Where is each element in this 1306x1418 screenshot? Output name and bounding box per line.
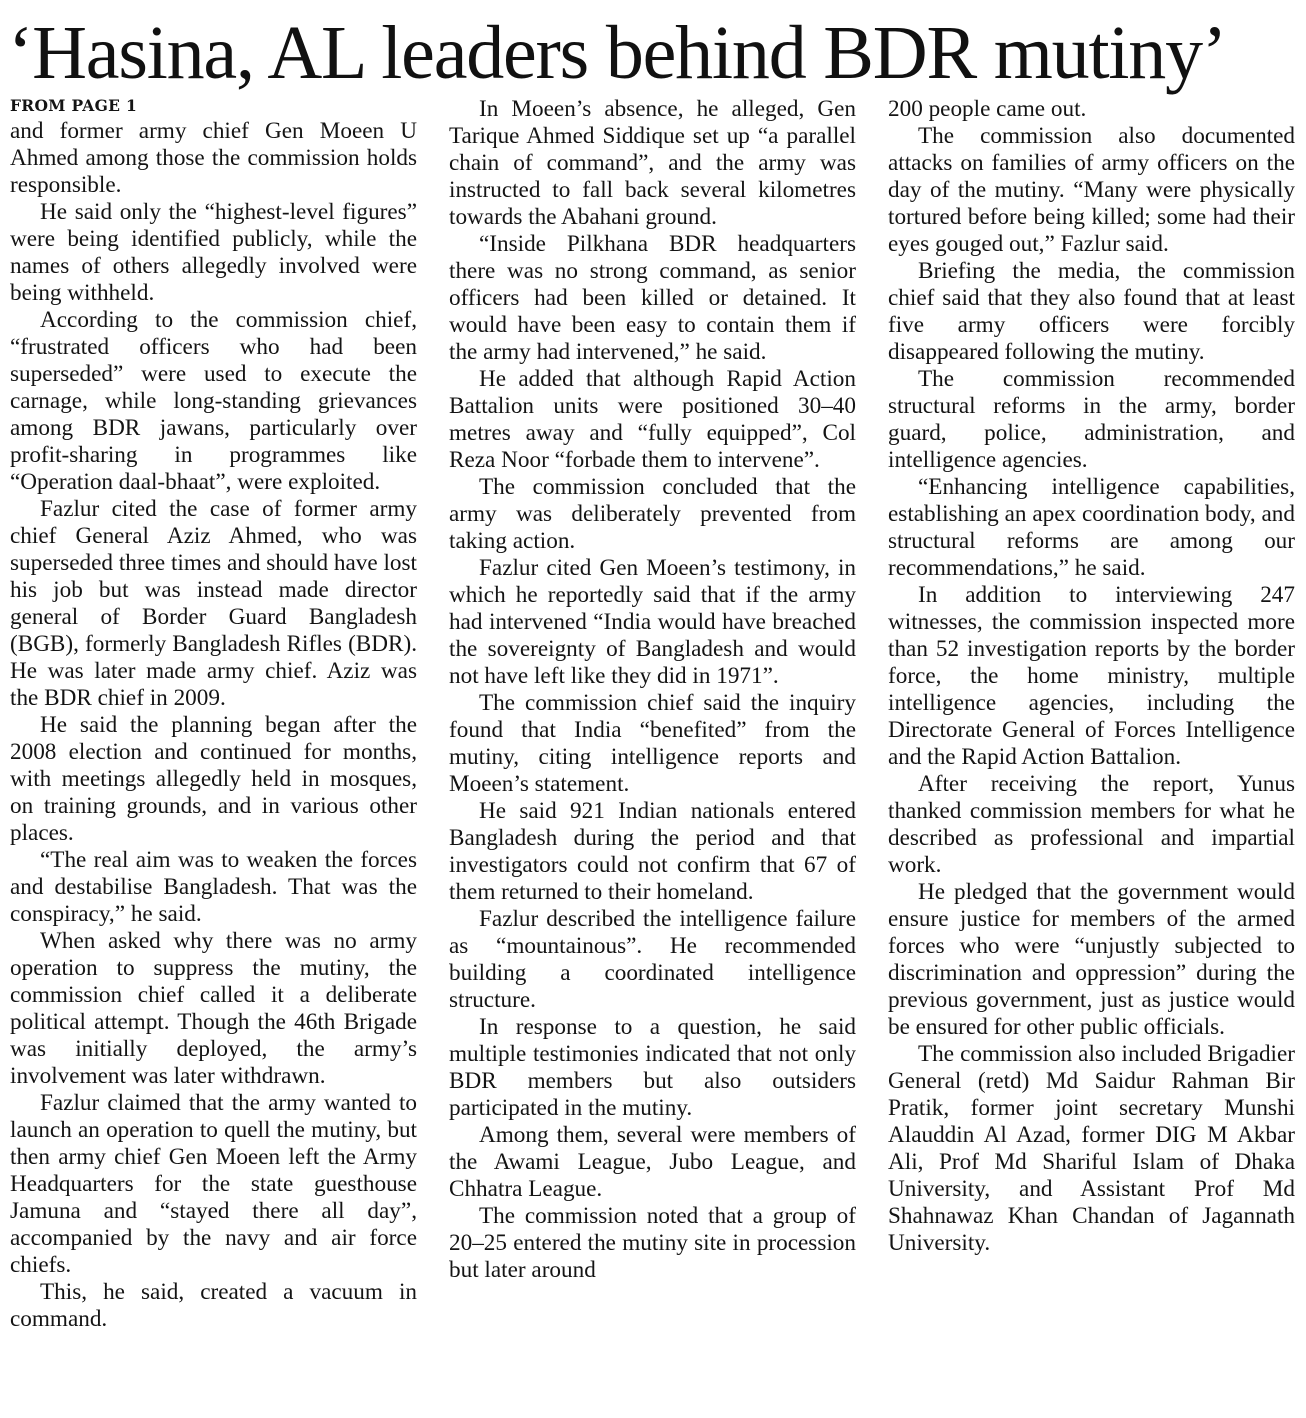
jump-label: FROM PAGE 1: [10, 96, 138, 115]
paragraph: 200 people came out.: [888, 96, 1087, 122]
paragraph: The commission chief said the inquiry found that India “benefited” from the mutiny, citing intelligence reports and Moeen’s statement.: [449, 690, 856, 797]
article-column-3: [888, 96, 1295, 1406]
article-column-1: [10, 96, 417, 1406]
paragraph: Fazlur cited Gen Moeen’s testimony, in which he reportedly said that if the army had intervened “India would have breached the sovereignty of Bangladesh and would not have left like they did in 1971”.: [449, 555, 856, 689]
paragraph: Fazlur described the intelligence failure as “mountainous”. He recommended building a coordinated intelligence structure.: [449, 906, 856, 1013]
headline: ‘Hasina, AL leaders behind BDR mutiny’: [8, 11, 1227, 95]
article-column-2: [449, 96, 856, 1406]
paragraph: Fazlur claimed that the army wanted to launch an operation to quell the mutiny, but then army chief Gen Moeen left the Army Headquarters for the state guesthouse Jamuna and “stayed there all day”, accompanied by the navy and air force chiefs.: [10, 1090, 417, 1278]
paragraph: “The real aim was to weaken the forces and destabilise Bangladesh. That was the conspiracy,” he said.: [10, 847, 417, 927]
paragraph: In response to a question, he said multiple testimonies indicated that not only BDR members but also outsiders participated in the mutiny.: [449, 1014, 856, 1121]
paragraph: He pledged that the government would ensure justice for members of the armed forces who were “unjustly subjected to discrimination and oppression” during the previous government, just as justice would be ensured for other public officials.: [888, 879, 1295, 1040]
paragraph: The commission also documented attacks on families of army officers on the day of the mutiny. “Many were physically tortured before being killed; some had their eyes gouged out,” Fazlur said.: [888, 123, 1295, 257]
paragraph: According to the commission chief, “frustrated officers who had been superseded” were used to execute the carnage, while long-standing grievances among BDR jawans, particularly over profit-sharing in programmes like “Operation daal-bhaat”, were exploited.: [10, 307, 417, 495]
paragraph: “Enhancing intelligence capabilities, establishing an apex coordination body, and structural reforms are among our recommendations,” he said.: [888, 474, 1295, 581]
paragraph: and former army chief Gen Moeen U Ahmed among those the commission holds responsible.: [10, 118, 417, 198]
paragraph: He said 921 Indian nationals entered Bangladesh during the period and that investigators could not confirm that 67 of them returned to their homeland.: [449, 798, 856, 905]
paragraph: Fazlur cited the case of former army chief General Aziz Ahmed, who was superseded three times and should have lost his job but was instead made director general of Border Guard Bangladesh (BGB), formerly Bangladesh Rifles (BDR). He was later made army chief. Aziz was the BDR chief in 2009.: [10, 496, 417, 711]
paragraph: In Moeen’s absence, he alleged, Gen Tarique Ahmed Siddique set up “a parallel chain of command”, and the army was instructed to fall back several kilometres towards the Abahani ground.: [449, 96, 856, 230]
paragraph: Among them, several were members of the Awami League, Jubo League, and Chhatra League.: [449, 1122, 856, 1202]
paragraph: The commission noted that a group of 20–25 entered the mutiny site in procession but later around: [449, 1203, 856, 1283]
paragraph: In addition to interviewing 247 witnesses, the commission inspected more than 52 investigation reports by the border force, the home ministry, multiple intelligence agencies, including the Directorate General of Forces Intelligence and the Rapid Action Battalion.: [888, 582, 1295, 770]
paragraph: After receiving the report, Yunus thanked commission members for what he described as professional and impartial work.: [888, 771, 1295, 878]
paragraph: The commission also included Brigadier General (retd) Md Saidur Rahman Bir Pratik, former joint secretary Munshi Alauddin Al Azad, former DIG M Akbar Ali, Prof Md Shariful Islam of Dhaka University, and Assistant Prof Md Shahnawaz Khan Chandan of Jagannath University.: [888, 1041, 1295, 1256]
paragraph: This, he said, created a vacuum in command.: [10, 1279, 417, 1332]
paragraph: The commission recommended structural reforms in the army, border guard, police, administration, and intelligence agencies.: [888, 366, 1295, 473]
paragraph: Briefing the media, the commission chief said that they also found that at least five army officers were forcibly disappeared following the mutiny.: [888, 258, 1295, 365]
paragraph: The commission concluded that the army was deliberately prevented from taking action.: [449, 474, 856, 554]
paragraph: He said the planning began after the 2008 election and continued for months, with meetings allegedly held in mosques, on training grounds, and in various other places.: [10, 712, 417, 846]
paragraph: “Inside Pilkhana BDR headquarters there was no strong command, as senior officers had been killed or detained. It would have been easy to contain them if the army had intervened,” he said.: [449, 231, 856, 365]
paragraph: When asked why there was no army operation to suppress the mutiny, the commission chief called it a deliberate political attempt. Though the 46th Brigade was initially deployed, the army’s involvement was later withdrawn.: [10, 928, 417, 1089]
paragraph: He added that although Rapid Action Battalion units were positioned 30–40 metres away and “fully equipped”, Col Reza Noor “forbade them to intervene”.: [449, 366, 856, 473]
paragraph: He said only the “highest-level figures” were being identified publicly, while the names of others allegedly involved were being withheld.: [10, 199, 417, 306]
